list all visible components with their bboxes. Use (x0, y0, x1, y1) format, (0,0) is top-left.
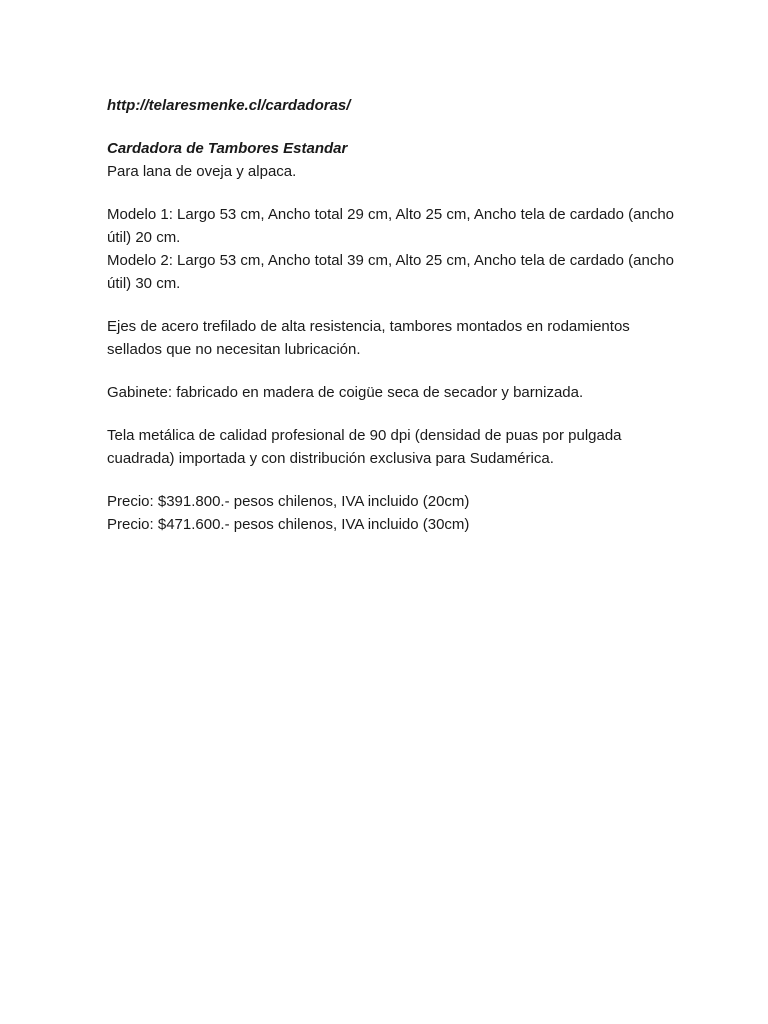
source-url[interactable]: http://telaresmenke.cl/cardadoras/ (107, 97, 351, 114)
document-page (107, 94, 707, 536)
models-section (107, 203, 707, 295)
spacer (107, 361, 707, 381)
price-30cm: Precio: $471.600.- pesos chilenos, IVA incluido (30cm) (107, 516, 470, 533)
spacer (107, 470, 707, 490)
model-2-line-1: Modelo 2: Largo 53 cm, Ancho total 39 cm, Alto 25 cm, Ancho tela de cardado (ancho (107, 252, 675, 269)
price-20cm: Precio: $391.800.- pesos chilenos, IVA incluido (20cm) (107, 493, 470, 510)
spacer (107, 295, 707, 315)
model-1-line-2: útil) 20 cm. (107, 229, 181, 246)
product-subtitle: Para lana de oveja y alpaca. (107, 163, 297, 180)
fabric-paragraph (107, 424, 707, 470)
product-title: Cardadora de Tambores Estandar (107, 140, 348, 157)
cabinet-paragraph: Gabinete: fabricado en madera de coigüe seca de secador y barnizada. (107, 384, 584, 401)
axes-paragraph (107, 315, 707, 361)
axes-line-1: Ejes de acero trefilado de alta resistencia, tambores montados en rodamientos (107, 318, 630, 335)
model-1-line-1: Modelo 1: Largo 53 cm, Ancho total 29 cm, Alto 25 cm, Ancho tela de cardado (ancho (107, 206, 675, 223)
spacer (107, 183, 707, 203)
fabric-line-2: cuadrada) importada y con distribución exclusiva para Sudamérica. (107, 450, 554, 467)
spacer (107, 117, 707, 137)
model-2-line-2: útil) 30 cm. (107, 275, 181, 292)
fabric-line-1: Tela metálica de calidad profesional de 90 dpi (densidad de puas por pulgada (107, 427, 622, 444)
spacer (107, 404, 707, 424)
axes-line-2: sellados que no necesitan lubricación. (107, 341, 361, 358)
prices-section (107, 490, 707, 536)
